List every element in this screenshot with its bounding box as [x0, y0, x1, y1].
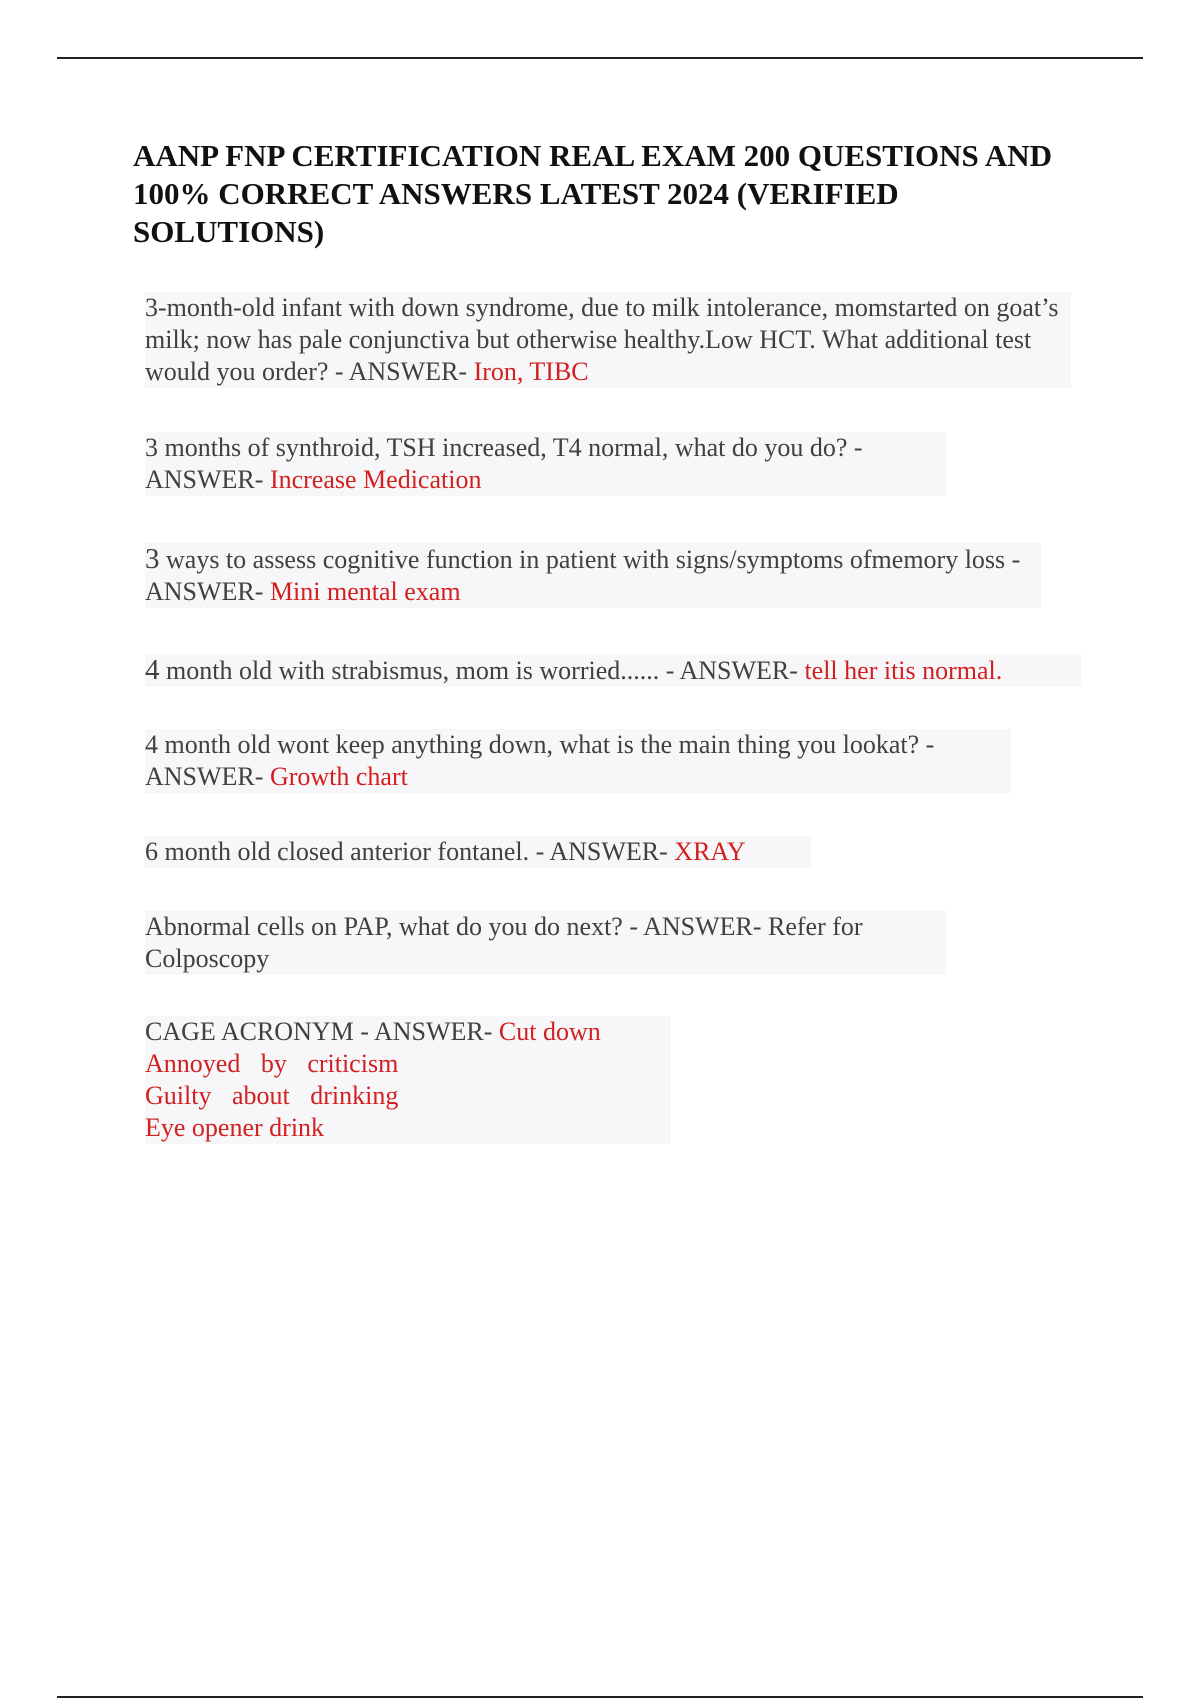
answer-prefix: - ANSWER-: [659, 656, 805, 685]
qa-item-cage: [145, 1016, 671, 1144]
qa-item: [145, 543, 1041, 608]
question-text: 3-month-old infant with down syndrome, due to milk intolerance, momstarted on goat’s milk; now has pale conjunctiva but otherwise healthy.Low HCT. What additional test would you order?: [145, 293, 1059, 386]
cage-line-a: Annoyed by criticism: [145, 1049, 399, 1078]
qa-item: [145, 432, 946, 496]
question-text: month old with strabismus, mom is worried......: [159, 656, 660, 685]
answer-prefix: - ANSWER-: [145, 545, 1021, 606]
answer-prefix: - ANSWER-: [622, 912, 769, 941]
question-text: 4 month old wont keep anything down, what is the main thing you lookat?: [145, 730, 920, 759]
qa-item: [145, 654, 1081, 687]
answer-prefix: - ANSWER-: [353, 1017, 499, 1046]
qa-item: [145, 292, 1071, 388]
answer-prefix: - ANSWER-: [529, 837, 675, 866]
question-text: Abnormal cells on PAP, what do you do next?: [145, 912, 623, 941]
qa-item: [145, 729, 1011, 793]
answer-prefix: - ANSWER-: [328, 357, 474, 386]
answer-text: Increase Medication: [269, 465, 482, 494]
bottom-rule: [57, 1696, 1143, 1698]
cage-line-e: Eye opener drink: [145, 1113, 325, 1142]
answer-text: XRAY: [674, 837, 746, 866]
answer-prefix: - ANSWER-: [145, 433, 863, 494]
top-rule: [57, 57, 1143, 59]
answer-text: tell her itis normal.: [804, 656, 1003, 685]
answer-text: Iron, TIBC: [473, 357, 589, 386]
answer-text: Mini mental exam: [269, 577, 461, 606]
answer-text: Growth chart: [269, 762, 408, 791]
answer-text: Refer for Colposcopy: [145, 912, 863, 973]
question-text: 3 months of synthroid, TSH increased, T4 normal, what do you do?: [145, 433, 848, 462]
cage-line-c: Cut down: [498, 1017, 601, 1046]
qa-item: [145, 836, 811, 868]
qa-item: [145, 911, 946, 975]
answer-prefix: - ANSWER-: [145, 730, 935, 791]
question-lead: 4: [145, 654, 160, 686]
document-title: AANP FNP CERTIFICATION REAL EXAM 200 QUESTIONS AND 100% CORRECT ANSWERS LATEST 2024 (VERIFIED SOLUTIONS): [133, 138, 1052, 249]
question-text: ways to assess cognitive function in patient with signs/symptoms ofmemory loss: [159, 545, 1006, 574]
question-text: 6 month old closed anterior fontanel.: [145, 837, 530, 866]
question-text: CAGE ACRONYM: [145, 1017, 354, 1046]
question-lead: 3: [145, 543, 160, 575]
cage-line-g: Guilty about drinking: [145, 1081, 399, 1110]
